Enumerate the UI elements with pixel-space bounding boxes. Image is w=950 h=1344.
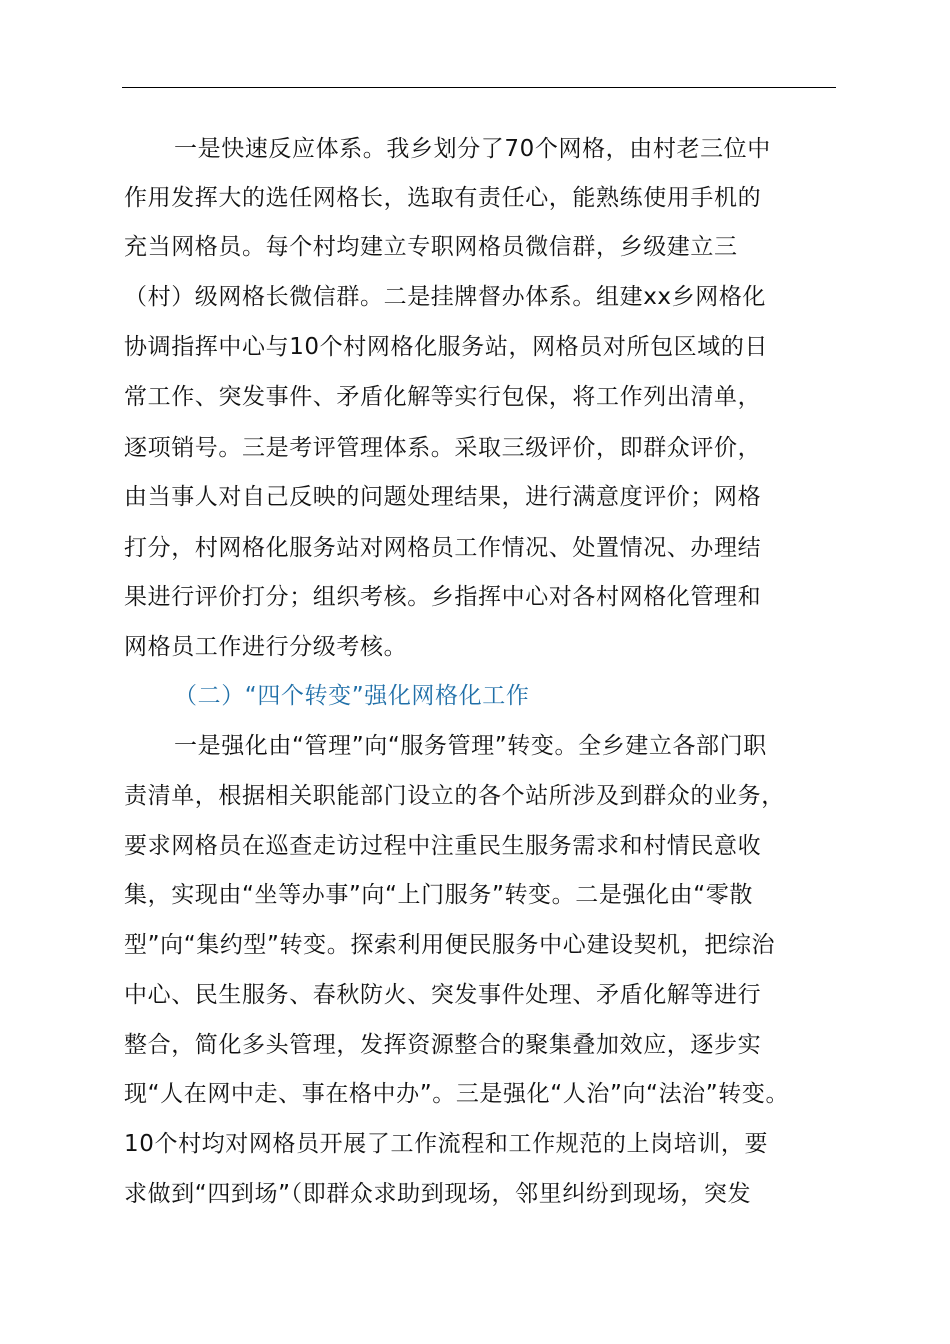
paragraph-1-line-11: 网格员工作进行分级考核。 xyxy=(124,634,408,660)
paragraph-2-line-5: 型”向“集约型”转变。探索利用便民服务中心建设契机，把综治 xyxy=(124,932,776,958)
paragraph-1-line-4: （村）级网格长微信群。二是挂牌督办体系。组建xx乡网格化 xyxy=(124,284,767,310)
paragraph-2-line-3: 要求网格员在巡查走访过程中注重民生服务需求和村情民意收 xyxy=(124,833,762,859)
header-rule xyxy=(122,87,836,88)
paragraph-1-line-10: 果进行评价打分；组织考核。乡指挥中心对各村网格化管理和 xyxy=(124,584,762,610)
paragraph-2-line-1: 一是强化由“管理”向“服务管理”转变。全乡建立各部门职 xyxy=(174,733,767,759)
paragraph-1-line-1: 一是快速反应体系。我乡划分了70个网格，由村老三位中 xyxy=(174,136,771,162)
section-heading: （二）“四个转变”强化网格化工作 xyxy=(174,683,530,709)
paragraph-1-line-7: 逐项销号。三是考评管理体系。采取三级评价，即群众评价， xyxy=(124,435,762,461)
paragraph-2-line-8: 现“人在网中走、事在格中办”。三是强化“人治”向“法治”转变。 xyxy=(124,1081,790,1107)
paragraph-2-line-10: 求做到“四到场”（即群众求助到现场，邻里纠纷到现场，突发 xyxy=(124,1181,752,1207)
paragraph-2-line-9: 10个村均对网格员开展了工作流程和工作规范的上岗培训，要 xyxy=(124,1131,769,1157)
paragraph-1-line-9: 打分，村网格化服务站对网格员工作情况、处置情况、办理结 xyxy=(124,535,762,561)
paragraph-1-line-2: 作用发挥大的选任网格长，选取有责任心，能熟练使用手机的 xyxy=(124,185,762,211)
paragraph-1-line-3: 充当网格员。每个村均建立专职网格员微信群，乡级建立三 xyxy=(124,234,738,260)
paragraph-2-line-6: 中心、民生服务、春秋防火、突发事件处理、矛盾化解等进行 xyxy=(124,982,762,1008)
paragraph-1-line-5: 协调指挥中心与10个村网格化服务站，网格员对所包区域的日 xyxy=(124,334,769,360)
paragraph-2-line-7: 整合，简化多头管理，发挥资源整合的聚集叠加效应，逐步实 xyxy=(124,1032,762,1058)
paragraph-1-line-6: 常工作、突发事件、矛盾化解等实行包保，将工作列出清单， xyxy=(124,384,762,410)
paragraph-2-line-4: 集，实现由“坐等办事”向“上门服务”转变。二是强化由“零散 xyxy=(124,882,753,908)
paragraph-1-line-8: 由当事人对自己反映的问题处理结果，进行满意度评价；网格 xyxy=(124,484,762,510)
paragraph-2-line-2: 责清单，根据相关职能部门设立的各个站所涉及到群众的业务， xyxy=(124,783,785,809)
